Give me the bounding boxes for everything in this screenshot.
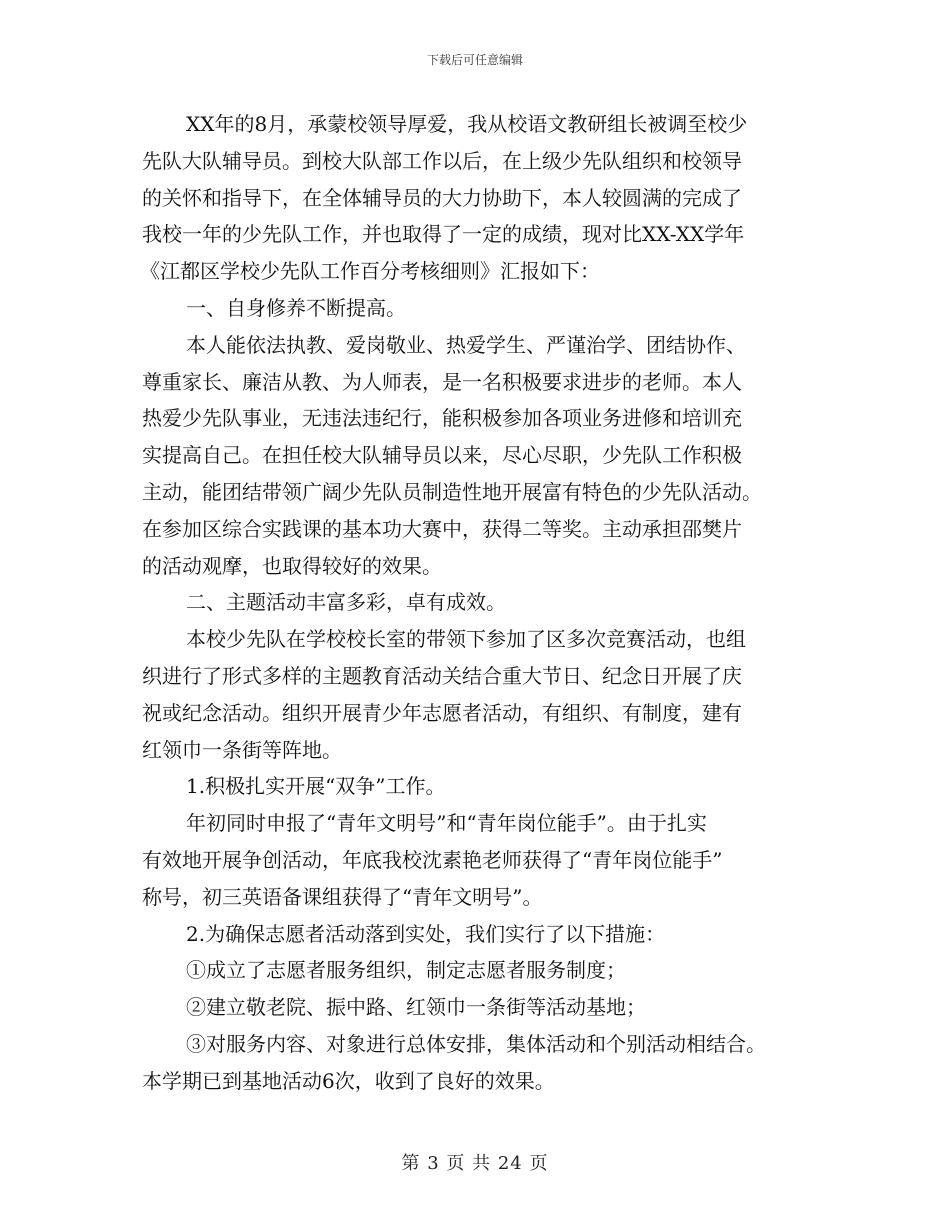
text-line: ③对服务内容、对象进行总体安排，集体活动和个别活动相结合。: [186, 1031, 766, 1056]
text-line: 尊重家长、廉洁从教、为人师表，是一名积极要求进步的老师。本人: [142, 369, 742, 394]
text-line: 二、主题活动丰富多彩，卓有成效。: [186, 590, 506, 615]
body-text: [142, 106, 810, 1100]
text-line: 主动，能团结带领广阔少先队员制造性地开展富有特色的少先队活动。: [142, 479, 762, 504]
text-line: 称号，初三英语备课组获得了“青年文明号”。: [142, 884, 543, 909]
text-line: 本人能依法执教、爱岗敬业、热爱学生、严谨治学、团结协作、: [186, 332, 746, 357]
text-line: 我校一年的少先队工作，并也取得了一定的成绩，现对比XX-XX学年: [142, 222, 745, 247]
text-line: ①成立了志愿者服务组织，制定志愿者服务制度；: [186, 958, 626, 983]
text-line: 热爱少先队事业，无违法违纪行，能积极参加各项业务进修和培训充: [142, 406, 742, 431]
text-line: 在参加区综合实践课的基本功大赛中，获得二等奖。主动承担邵樊片: [142, 516, 742, 541]
text-line: 的关怀和指导下，在全体辅导员的大力协助下，本人较圆满的完成了: [142, 185, 742, 210]
text-line: 一、自身修养不断提高。: [186, 295, 406, 320]
text-line: 的活动观摩，也取得较好的效果。: [142, 553, 442, 578]
text-line: 《江都区学校少先队工作百分考核细则》汇报如下：: [140, 259, 600, 284]
text-line: 先队大队辅导员。到校大队部工作以后，在上级少先队组织和校领导: [142, 148, 742, 173]
text-line: 红领巾一条街等阵地。: [142, 737, 342, 762]
page-footer: 第 3 页 共 24 页: [401, 1153, 549, 1174]
text-line: 织进行了形式多样的主题教育活动关结合重大节日、纪念日开展了庆: [142, 663, 742, 688]
text-line: 2.为确保志愿者活动落到实处，我们实行了以下措施：: [186, 921, 666, 946]
page-header: 下载后可任意编辑: [426, 53, 523, 67]
text-line: 年初同时申报了“青年文明号”和“青年岗位能手”。由于扎实: [186, 811, 707, 836]
text-line: ②建立敬老院、振中路、红领巾一条街等活动基地；: [186, 995, 646, 1020]
text-line: 本学期已到基地活动6次，收到了良好的效果。: [142, 1068, 555, 1093]
text-line: XX年的8月，承蒙校领导厚爱，我从校语文教研组长被调至校少: [186, 112, 748, 136]
text-line: 祝或纪念活动。组织开展青少年志愿者活动，有组织、有制度，建有: [142, 700, 742, 725]
text-line: 有效地开展争创活动，年底我校沈素艳老师获得了“青年岗位能手”: [142, 847, 723, 872]
text-line: 1.积极扎实开展“双争”工作。: [186, 774, 446, 799]
text-line: 本校少先队在学校校长室的带领下参加了区多次竞赛活动，也组: [186, 627, 746, 652]
text-line: 实提高自己。在担任校大队辅导员以来，尽心尽职，少先队工作积极: [142, 443, 742, 468]
